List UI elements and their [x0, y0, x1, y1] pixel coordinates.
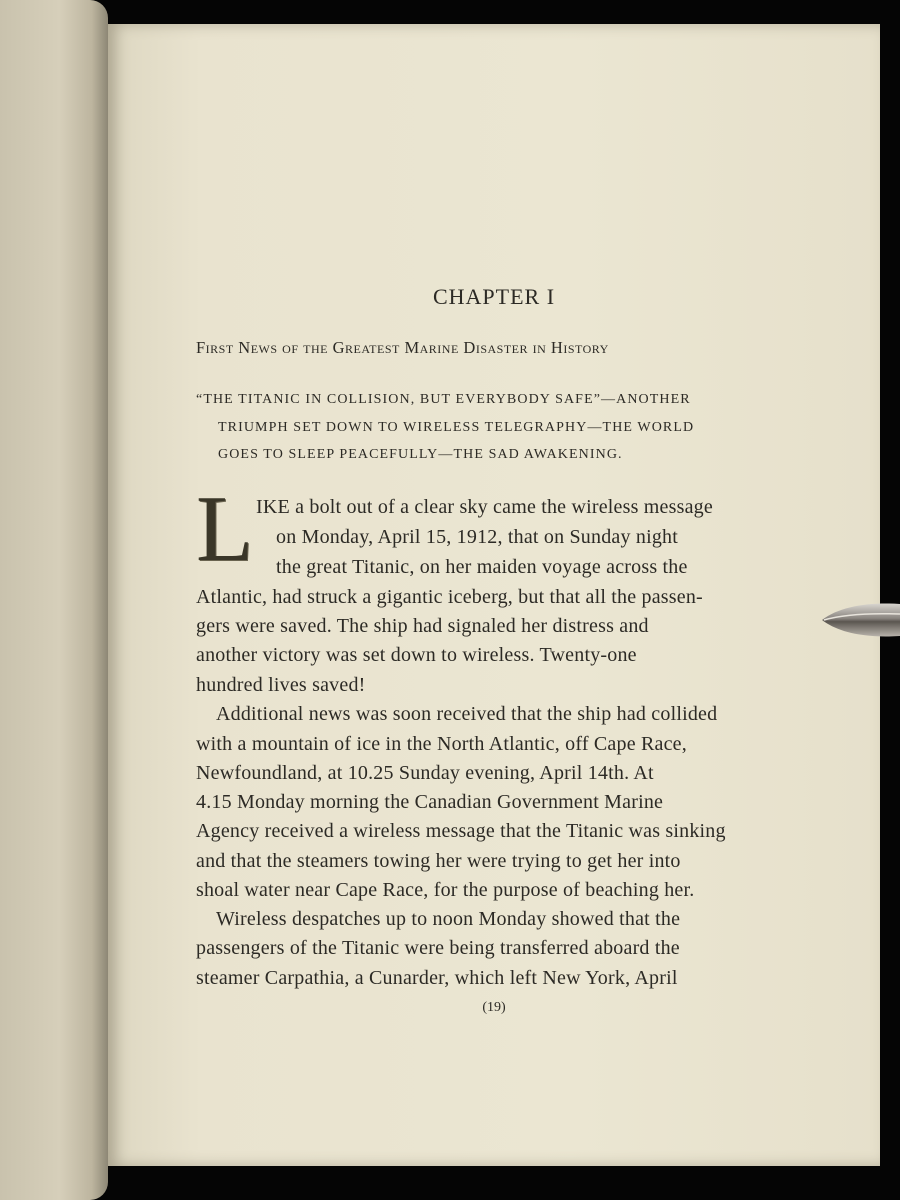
body-line: gers were saved. The ship had signaled her distress and — [196, 615, 649, 637]
book-page — [108, 24, 880, 1166]
body-line: Wireless despatches up to noon Monday showed that the — [216, 908, 681, 930]
body-line: Atlantic, had struck a gigantic iceberg, but that all the passen- — [196, 586, 703, 608]
body-line: IKE a bolt out of a clear sky came the wireless message — [256, 496, 713, 518]
body-line: Agency received a wireless message that the Titanic was sinking — [196, 820, 726, 842]
chapter-title: CHAPTER I — [432, 284, 556, 309]
chapter-summary-line-1: “THE TITANIC IN COLLISION, BUT EVERYBODY SAFE”—ANOTHER — [196, 392, 691, 407]
body-line: the great Titanic, on her maiden voyage across the — [276, 556, 688, 578]
page-pointer-icon — [820, 598, 900, 642]
previous-page-edge — [0, 0, 108, 1200]
body-line: Newfoundland, at 10.25 Sunday evening, April 14th. At — [196, 762, 654, 784]
body-line: shoal water near Cape Race, for the purpose of beaching her. — [196, 879, 695, 901]
chapter-summary-line-2: TRIUMPH SET DOWN TO WIRELESS TELEGRAPHY—THE WORLD — [218, 420, 695, 435]
chapter-subtitle: First News of the Greatest Marine Disaster in History — [196, 338, 609, 357]
body-line: another victory was set down to wireless. Twenty-one — [196, 644, 637, 666]
body-line: passengers of the Titanic were being transferred aboard the — [196, 937, 680, 959]
body-line: Additional news was soon received that the ship had collided — [216, 703, 718, 725]
body-line: and that the steamers towing her were trying to get her into — [196, 850, 681, 872]
body-line: 4.15 Monday morning the Canadian Government Marine — [196, 791, 664, 813]
page-number: (19) — [482, 1000, 506, 1015]
body-line: hundred lives saved! — [196, 674, 366, 696]
drop-cap: L — [196, 477, 254, 581]
chapter-summary-line-3: GOES TO SLEEP PEACEFULLY—THE SAD AWAKENING. — [218, 447, 623, 462]
body-line: on Monday, April 15, 1912, that on Sunday night — [276, 526, 678, 548]
body-line: steamer Carpathia, a Cunarder, which left New York, April — [196, 967, 678, 989]
body-line: with a mountain of ice in the North Atlantic, off Cape Race, — [196, 733, 687, 755]
